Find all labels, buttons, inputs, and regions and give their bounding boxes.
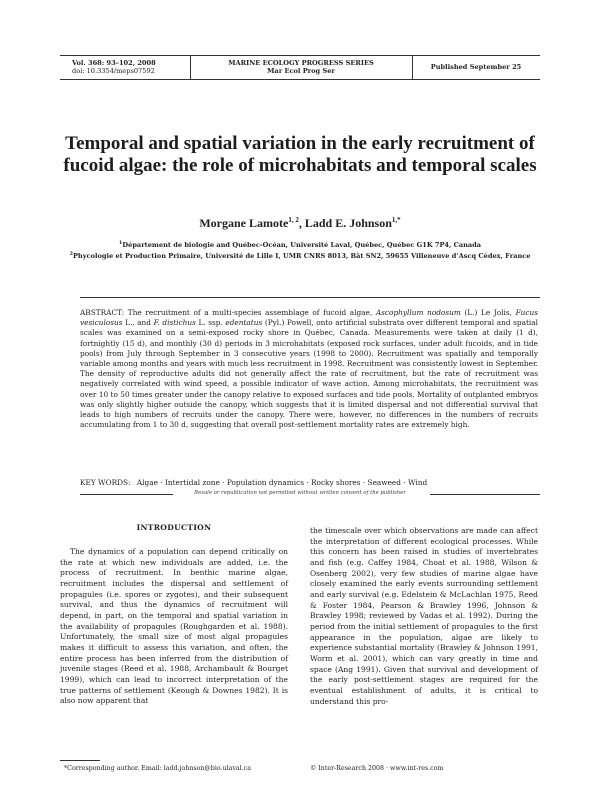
body-column-right: the timescale over which observations are made can affect the interpretation of different ecological processes. While this concern has been raised in studies of invertebrates and fish (e.g. Caffey 1984, Choat et al. 1988, Wilson & Osenberg 2002), very few studies of marine algae have closely examined the early events surrounding settlement and early survival (e.g. Edelstein & McLachlan 1975, Reed & Foster 1984, Pearson & Brawley 1996, Johnson & Brawley 1998; reviewed by Vadas et al. 1992). During the period from the initial settlement of propagules to the first appearance in the population, algae are likely to experience substantial mortality (Brawley & Johnson 1991, Worm et al. 2001), which can vary greatly in time and space (Ang 1991). Given that survival and development of the early post-settlement stages are required for the eventual establishment of adults, it is critical to understand this pro- (310, 526, 538, 706)
section-heading-introduction: INTRODUCTION (136, 523, 212, 532)
header-top-rule (60, 55, 540, 56)
affiliation-1: $^1$Département de biologie and Québec-Océan, Université Laval, Québec, Québec G1K 7P4, Canada (118, 240, 482, 250)
keywords-label: KEY WORDS: (80, 478, 131, 487)
keywords (80, 478, 540, 487)
keywords-text: Algae · Intertidal zone · Population dynamics · Rocky shores · Seaweed · Wind (136, 478, 428, 487)
header-bottom-rule (60, 79, 540, 80)
author-1: Morgane Lamote (199, 216, 289, 230)
rights-notice: Resale or republication not permitted without written consent of the publisher (194, 490, 406, 496)
author-2-affil: 1,* (391, 216, 401, 224)
copyright: © Inter-Research 2008 · www.int-res.com (310, 765, 444, 772)
footnote-rule (60, 760, 100, 761)
author-1-affil: 1, 2 (288, 216, 299, 224)
body-column-left: The dynamics of a population can depend critically on the rate at which new individuals are added, i.e. the process of recruitment. In benthic marine algae, recruitment includes the dispersal and settlement of propagules (i.e. spores or zygotes), and their subsequent survival, and thus the dynamics of recruitment will depend, in part, on the temporal and spatial variation in the availability of propagules (Roughgarden et al. 1988). Unfortunately, the small size of most algal propagules makes it difficult to assess this variation, and often, the entire process has been inferred from the distribution of juvenile stages (Reed et al. 1988, Archambault & Bourget 1999), which can lead to incorrect interpretation of the true patterns of settlement (Keough & Downes 1982). It is also now apparent that (60, 547, 288, 706)
doi-line: doi: 10.3354/meps07592 (72, 67, 155, 75)
paper-title: Temporal and spatial variation in the early recruitment of fucoid algae: the role of microhabitats and temporal scales (63, 133, 537, 176)
journal-abbrev: Mar Ecol Prog Ser (267, 67, 335, 75)
volume-line: Vol. 368: 93–102, 2008 (72, 59, 156, 67)
header-citation (72, 59, 188, 75)
author-2: Ladd E. Johnson (304, 216, 392, 230)
rights-rule-right (430, 494, 540, 495)
footnote-corresponding: *Corresponding author. Email: ladd.johnson@bio.ulaval.ca (64, 765, 251, 772)
abstract-top-rule (80, 297, 540, 298)
header-journal (190, 59, 412, 75)
authors: Morgane Lamote$^{1, 2}$, Ladd E. Johnson$^{1,*}$ (199, 216, 401, 230)
published-date: Published September 25 (430, 63, 522, 71)
affiliation-2: $^2$Phycologie et Production Primaire, Université de Lille I, UMR CNRS 8013, Bât SN2, 59655 Villeneuve d’Ascq Cédex, France (69, 251, 531, 261)
journal-name: MARINE ECOLOGY PROGRESS SERIES (228, 59, 374, 67)
abstract: ABSTRACT: The recruitment of a multi-species assemblage of fucoid algae, Ascophyllum nodosum (L.) Le Jolis, Fucus vesiculosus L., and F. distichus L. ssp. edentatus (Pyl.) Powell, onto artificial substrata over different temporal and spatial scales was examined on a semi-exposed rocky shore in Québec, Canada. Measurements were taken at daily (1 d), fortnightly (15 d), and monthly (30 d) periods in 3 microhabitats (exposed rock surfaces, under adult fucoids, and in tide pools) from July through September in 3 consecutive years (1998 to 2000). Recruitment was spatially and temporally variable among months and years with much less recruitment in 1998. Recruitment was consistently lowest in September. The density of reproductive adults did not generally affect the rate of recruitment, but the rate of recruitment was negatively correlated with wind speed, a possible indicator of wave action. Among microhabitats, the recruitment was over 10 to 50 times greater under the canopy relative to exposed surfaces and tide pools. Mortality of outplanted embryos was only slightly higher outside the canopy, which suggests that it is limited dispersal and not differential survival that leads to high numbers of recruits under the canopy. There were, however, no differences in the numbers of recruits accumulating from 1 to 30 d, suggesting that overall post-settlement mortality rates are extremely high. (80, 308, 538, 430)
